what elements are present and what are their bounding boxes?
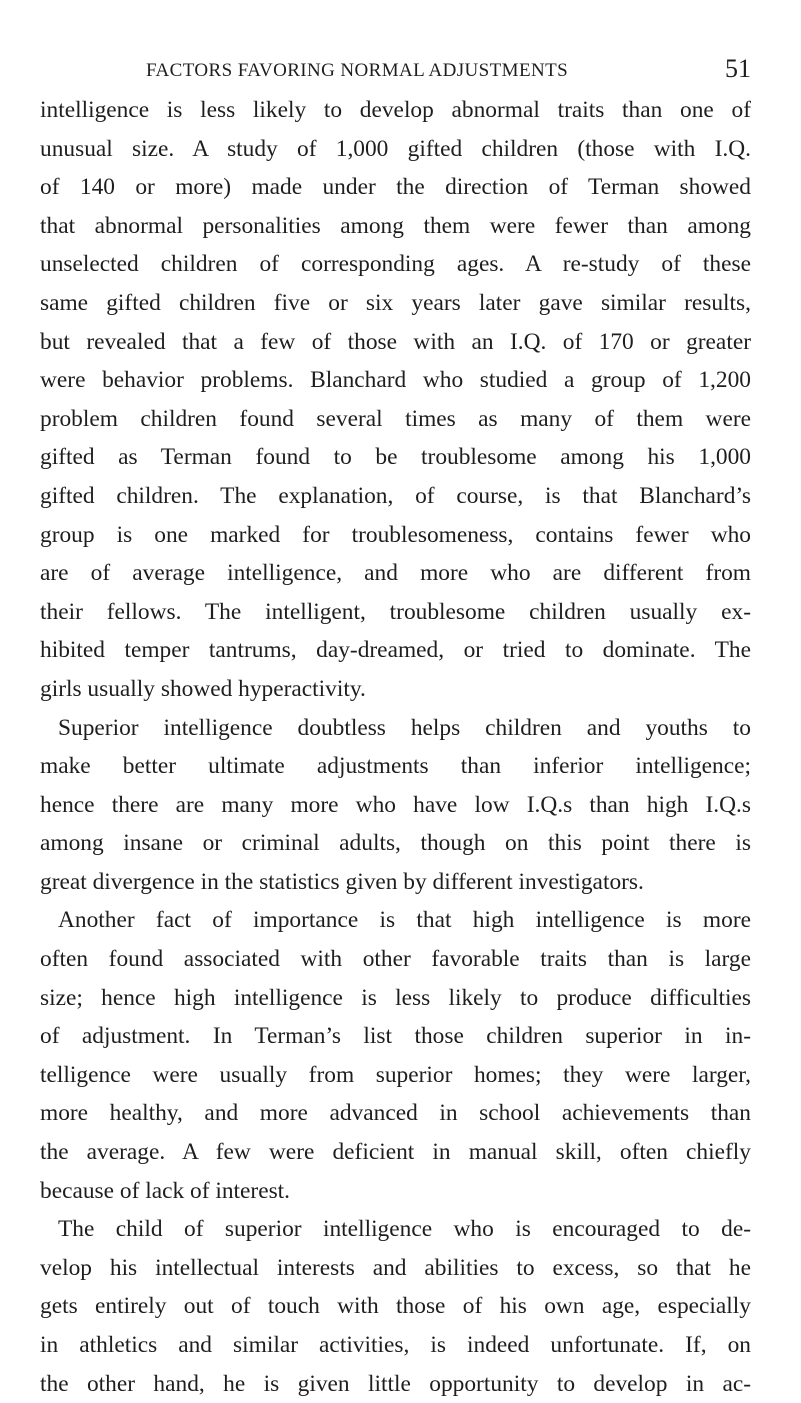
text-line: size; hence high intelligence is less likely to produce difficulties bbox=[40, 984, 751, 1011]
text-line: Superior intelligence doubtless helps children and youths to bbox=[58, 714, 751, 741]
text-line: often found associated with other favorable traits than is large bbox=[40, 946, 751, 973]
text-line: their fellows. The intelligent, troublesome children usually ex- bbox=[40, 598, 751, 625]
text-line: gets entirely out of touch with those of his own age, especially bbox=[40, 1293, 751, 1320]
text-line: are of average intelligence, and more who are different from bbox=[40, 560, 751, 587]
body-text bbox=[40, 91, 751, 1403]
text-line: same gifted children five or six years later gave similar results, bbox=[40, 289, 751, 316]
text-line: but revealed that a few of those with an I.Q. of 170 or greater bbox=[40, 328, 751, 355]
page-number: 51 bbox=[725, 54, 751, 83]
text-line: unselected children of corresponding ages. A re-study of these bbox=[40, 251, 751, 278]
text-line: the other hand, he is given little opportunity to develop in ac- bbox=[40, 1370, 751, 1397]
text-line: problem children found several times as many of them were bbox=[40, 405, 751, 432]
text-line: hibited temper tantrums, day-dreamed, or tried to dominate. The bbox=[40, 637, 751, 664]
text-line: among insane or criminal adults, though on this point there is bbox=[40, 830, 751, 857]
text-line: unusual size. A study of 1,000 gifted children (those with I.Q. bbox=[40, 135, 751, 162]
text-line: the average. A few were deficient in manual skill, often chiefly bbox=[40, 1139, 751, 1166]
text-line: hence there are many more who have low I.Q.s than high I.Q.s bbox=[40, 791, 751, 818]
text-line: intelligence is less likely to develop abnormal traits than one of bbox=[40, 97, 751, 123]
text-line: make better ultimate adjustments than inferior intelligence; bbox=[40, 753, 751, 780]
text-line: of 140 or more) made under the direction of Terman showed bbox=[40, 174, 751, 201]
text-line: were behavior problems. Blanchard who studied a group of 1,200 bbox=[40, 367, 751, 394]
text-line: The child of superior intelligence who is encouraged to de- bbox=[58, 1216, 751, 1243]
text-line: of adjustment. In Terman’s list those children superior in in- bbox=[40, 1023, 751, 1050]
text-line: gifted children. The explanation, of course, is that Blanchard’s bbox=[40, 482, 751, 509]
text-line: Another fact of importance is that high intelligence is more bbox=[58, 907, 751, 934]
text-line: girls usually showed hyperactivity. bbox=[40, 675, 366, 702]
text-line: velop his intellectual interests and abilities to excess, so that he bbox=[40, 1254, 751, 1281]
text-line: group is one marked for troublesomeness, contains fewer who bbox=[40, 521, 751, 548]
text-line: in athletics and similar activities, is indeed unfortunate. If, on bbox=[40, 1332, 751, 1358]
page-header bbox=[40, 52, 751, 88]
text-line: telligence were usually from superior homes; they were larger, bbox=[40, 1061, 751, 1088]
running-head: FACTORS FAVORING NORMAL ADJUSTMENTS bbox=[146, 60, 569, 81]
text-line: great divergence in the statistics given by different investigators. bbox=[40, 868, 644, 895]
text-line: that abnormal personalities among them were fewer than among bbox=[40, 212, 751, 239]
text-line: gifted as Terman found to be troublesome among his 1,000 bbox=[40, 444, 751, 471]
text-line: more healthy, and more advanced in school achievements than bbox=[40, 1100, 751, 1127]
text-line: because of lack of interest. bbox=[40, 1177, 291, 1204]
